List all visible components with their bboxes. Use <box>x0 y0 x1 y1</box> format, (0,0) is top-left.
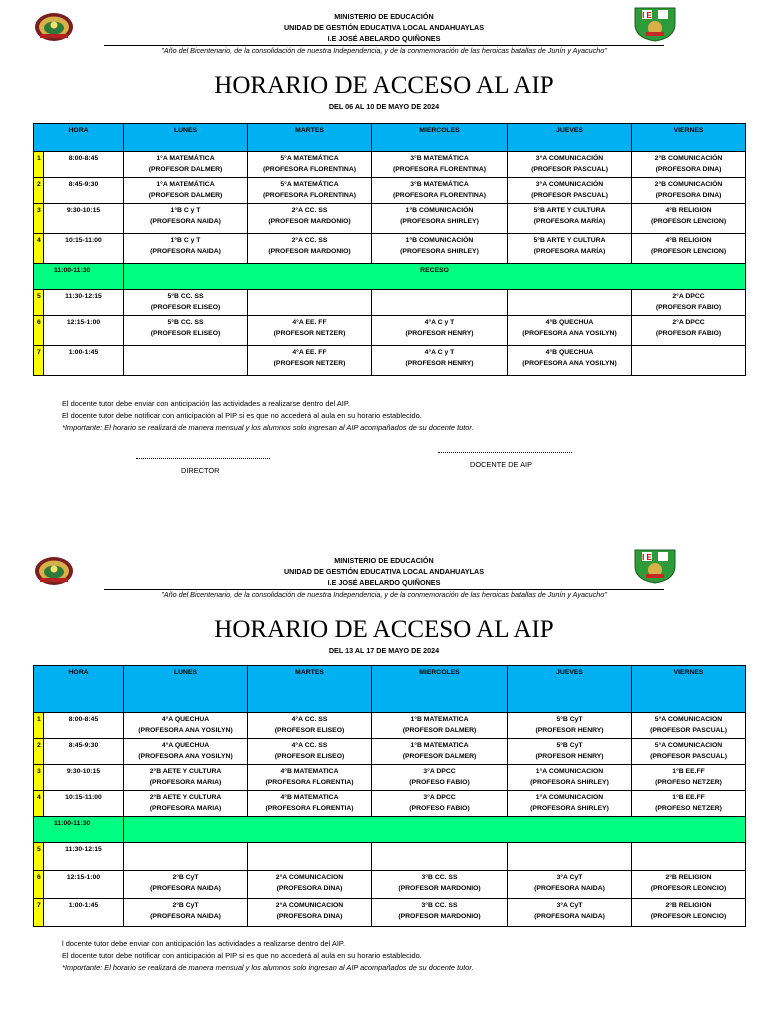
class-cell-viernes <box>632 739 746 765</box>
class-course: 2°B RELIGION <box>665 902 712 909</box>
period-number: 2 <box>34 739 44 765</box>
period-number: 7 <box>34 346 44 376</box>
class-course: 1°B C y T <box>170 237 201 244</box>
class-teacher: (PROFESORA FLORENTIA) <box>265 778 354 786</box>
note-line: El docente tutor debe enviar con anticipación las actividades a realizarse dentro del AIP. <box>62 399 350 408</box>
schedule-row <box>34 739 746 765</box>
class-teacher: (PROFESORA NAIDA) <box>150 247 221 255</box>
director-label: DIRECTOR <box>181 466 220 475</box>
class-course: 1°A MATEMÁTICA <box>156 181 215 188</box>
class-cell-viernes <box>632 791 746 817</box>
class-cell-miercoles <box>372 791 508 817</box>
class-cell-miercoles <box>372 739 508 765</box>
class-cell-lunes <box>124 871 248 899</box>
class-cell-lunes <box>124 316 248 346</box>
school-name-line: I.E JOSÉ ABELARDO QUIÑONES <box>327 34 441 43</box>
school-name-line: I.E JOSÉ ABELARDO QUIÑONES <box>327 578 441 587</box>
badge-letter-i: I E <box>642 553 652 562</box>
col-header-lunes: LUNES <box>124 124 248 152</box>
class-course: 2°B RELIGION <box>665 874 712 881</box>
aip-teacher-label: DOCENTE DE AIP <box>470 460 533 469</box>
class-cell-miercoles <box>372 290 508 316</box>
class-teacher: (PROFESOR MARDONIO) <box>268 217 351 225</box>
class-cell-miercoles <box>372 234 508 264</box>
period-number: 6 <box>34 316 44 346</box>
notes-block <box>62 398 474 434</box>
class-course: 2°B AETE Y CULTURA <box>149 768 222 775</box>
class-course: 5°A MATEMÁTICA <box>280 155 339 162</box>
class-cell-miercoles <box>372 346 508 376</box>
class-course: 5°B CC. SS <box>167 293 204 300</box>
class-teacher: (PROFESORA MARÍA) <box>533 247 606 255</box>
period-time: 11:30-12:15 <box>44 290 124 316</box>
class-cell-jueves <box>508 871 632 899</box>
recess-label: RECESO <box>124 264 746 290</box>
class-cell-martes <box>248 871 372 899</box>
col-header-miercoles: MIERCOLES <box>372 124 508 152</box>
class-cell-jueves <box>508 234 632 264</box>
class-teacher: (PROFESOR ELISEO) <box>274 752 345 760</box>
class-cell-jueves <box>508 765 632 791</box>
class-cell-lunes <box>124 739 248 765</box>
class-course: 3°A CyT <box>556 902 583 909</box>
class-course: 3°A CyT <box>556 874 583 881</box>
class-cell-martes <box>248 899 372 927</box>
period-number: 4 <box>34 234 44 264</box>
class-cell-jueves <box>508 316 632 346</box>
class-teacher: (PROFESORA NAIDA) <box>534 884 605 892</box>
class-teacher: (PROFESORA NAIDA) <box>150 912 221 920</box>
class-cell-lunes <box>124 290 248 316</box>
class-teacher: (PROFESORA FLORENTINA) <box>393 165 487 173</box>
period-time: 10:15-11:00 <box>44 791 124 817</box>
class-teacher: (PROFESOR NETZER) <box>273 359 346 367</box>
class-teacher: (PROFESO FABIO) <box>409 778 470 786</box>
class-course: 2°A COMUNICACION <box>275 902 344 909</box>
period-number: 1 <box>34 152 44 178</box>
note-line: l docente tutor debe enviar con anticipación las actividades a realizarse dentro del AIP. <box>62 939 345 948</box>
class-teacher: (PROFESOR DALMER) <box>402 726 477 734</box>
class-cell-jueves <box>508 290 632 316</box>
schedule-date-range: DEL 13 AL 17 DE MAYO DE 2024 <box>328 646 440 655</box>
class-teacher: (PROFESOR DALMER) <box>402 752 477 760</box>
class-course: 4°A C y T <box>424 319 455 326</box>
class-teacher: (PROFESOR DALMER) <box>148 191 223 199</box>
class-cell-viernes <box>632 152 746 178</box>
class-teacher: (PROFESOR LENCION) <box>650 247 727 255</box>
ministry-line: MINISTERIO DE EDUCACIÓN <box>334 12 434 21</box>
class-cell-miercoles <box>372 316 508 346</box>
class-teacher: (PROFESORA NAIDA) <box>150 884 221 892</box>
recess-label <box>124 817 746 843</box>
class-course: 2°A COMUNICACION <box>275 874 344 881</box>
schedule-row <box>34 843 746 871</box>
class-cell-lunes <box>124 178 248 204</box>
period-number: 4 <box>34 791 44 817</box>
class-course: 4°B QUECHUA <box>545 349 594 356</box>
class-cell-lunes <box>124 899 248 927</box>
class-cell-miercoles <box>372 713 508 739</box>
class-course: 2°A CC. SS <box>291 237 328 244</box>
col-header-jueves: JUEVES <box>508 666 632 713</box>
class-teacher: (PROFESOR MARDONIO) <box>268 247 351 255</box>
class-cell-jueves <box>508 204 632 234</box>
period-number: 5 <box>34 290 44 316</box>
class-cell-miercoles <box>372 152 508 178</box>
class-teacher: (PROFESOR NETZER) <box>273 329 346 337</box>
col-header-martes: MARTES <box>248 666 372 713</box>
period-number: 3 <box>34 204 44 234</box>
period-time: 8:45-9:30 <box>44 739 124 765</box>
aip-teacher-signature-line <box>438 452 572 453</box>
class-course: 4°A C y T <box>424 349 455 356</box>
period-time: 9:30-10:15 <box>44 204 124 234</box>
class-course: 2°A DPCC <box>672 319 705 326</box>
schedule-row <box>34 204 746 234</box>
schedule-title: HORARIO DE ACCESO AL AIP <box>214 72 554 99</box>
class-teacher: (PROFESORA ANA YOSILYN) <box>522 359 617 367</box>
period-number: 5 <box>34 843 44 871</box>
class-teacher: (PROFESOR HENRY) <box>535 752 604 760</box>
class-teacher: (PROFESORA ANA YOSILYN) <box>138 752 233 760</box>
schedule-title: HORARIO DE ACCESO AL AIP <box>214 616 554 643</box>
class-teacher: (PROFESOR HENRY) <box>535 726 604 734</box>
class-course: 1°B C y T <box>170 207 201 214</box>
class-cell-martes <box>248 791 372 817</box>
class-teacher: (PROFESORA ANA YOSILYN) <box>138 726 233 734</box>
col-header-hora: HORA <box>34 666 124 713</box>
class-course: 4°B MATEMATICA <box>280 794 339 801</box>
class-cell-lunes <box>124 791 248 817</box>
class-cell-lunes <box>124 234 248 264</box>
class-course: 4°A EE. FF <box>292 349 327 356</box>
schedule-row <box>34 765 746 791</box>
col-header-martes: MARTES <box>248 124 372 152</box>
class-cell-viernes <box>632 204 746 234</box>
col-header-viernes: VIERNES <box>632 666 746 713</box>
class-teacher: (PROFESORA MARIA) <box>149 804 222 812</box>
class-course: 4°B RELIGION <box>665 207 712 214</box>
col-header-miercoles: MIERCOLES <box>372 666 508 713</box>
class-course: 3°A DPCC <box>423 794 456 801</box>
notes-block <box>62 938 474 974</box>
class-teacher: (PROFESORA DINA) <box>276 912 343 920</box>
class-teacher: (PROFESOR HENRY) <box>405 329 474 337</box>
class-course: 2°B CyT <box>172 874 199 881</box>
table-body <box>34 713 746 927</box>
class-cell-jueves <box>508 152 632 178</box>
class-course: 2°B COMUNICACIÓN <box>654 155 723 162</box>
class-course: 3°B CC. SS <box>421 902 458 909</box>
class-teacher: (PROFESO NETZER) <box>655 778 722 786</box>
class-cell-jueves <box>508 791 632 817</box>
note-line: El docente tutor debe notificar con anticipación al PIP si es que no accederá al aula en su horario establecido. <box>62 951 422 960</box>
class-course: 2°B CyT <box>172 902 199 909</box>
class-teacher: (PROFESORA MARIA) <box>149 778 222 786</box>
class-course: 1°B MATEMATICA <box>410 742 469 749</box>
class-course: 3°B MATEMÁTICA <box>410 155 469 162</box>
schedule-table <box>33 123 746 376</box>
recess-time: 11:00-11:30 <box>34 817 124 843</box>
class-cell-lunes <box>124 152 248 178</box>
col-header-viernes: VIERNES <box>632 124 746 152</box>
class-cell-viernes <box>632 843 746 871</box>
schedule-row <box>34 791 746 817</box>
class-cell-lunes <box>124 204 248 234</box>
class-cell-miercoles <box>372 765 508 791</box>
class-course: 5°B ARTE Y CULTURA <box>533 237 606 244</box>
period-time: 1:00-1:45 <box>44 346 124 376</box>
class-teacher: (PROFESOR LEONCIO) <box>650 884 727 892</box>
class-teacher: (PROFESORA MARÍA) <box>533 217 606 225</box>
class-cell-miercoles <box>372 899 508 927</box>
class-cell-martes <box>248 152 372 178</box>
class-course: 5°A COMUNICACION <box>654 742 723 749</box>
class-cell-viernes <box>632 346 746 376</box>
schedule-row <box>34 899 746 927</box>
class-teacher: (PROFESOR PASCUAL) <box>531 191 608 199</box>
class-cell-miercoles <box>372 178 508 204</box>
note-line: El docente tutor debe notificar con anticipación al PIP si es que no accederá al aula en su horario establecido. <box>62 411 422 420</box>
class-course: 1°B MATEMATICA <box>410 716 469 723</box>
class-teacher: (PROFESORA DINA) <box>276 884 343 892</box>
class-teacher: (PROFESOR PASCUAL) <box>650 752 727 760</box>
class-course: 3°B MATEMÁTICA <box>410 181 469 188</box>
badge-letter-i: I E <box>642 11 652 20</box>
class-teacher: (PROFESOR FABIO) <box>655 303 722 311</box>
recess-time: 11:00-11:30 <box>34 264 124 290</box>
class-course: 4°A CC. SS <box>291 716 328 723</box>
class-teacher: (PROFESORA SHIRLEY) <box>400 217 479 225</box>
col-header-hora: HORA <box>34 124 124 152</box>
period-time: 12:15-1:00 <box>44 316 124 346</box>
class-teacher: (PROFESORA SHIRLEY) <box>400 247 479 255</box>
class-teacher: (PROFESORA ANA YOSILYN) <box>522 329 617 337</box>
period-time: 8:00-8:45 <box>44 152 124 178</box>
class-course: 2°A DPCC <box>672 293 705 300</box>
schedule-row <box>34 152 746 178</box>
class-course: 1°A MATEMÁTICA <box>156 155 215 162</box>
period-number: 7 <box>34 899 44 927</box>
class-cell-lunes <box>124 713 248 739</box>
schedule-row <box>34 871 746 899</box>
class-course: 2°B COMUNICACIÓN <box>654 181 723 188</box>
class-course: 5°A MATEMÁTICA <box>280 181 339 188</box>
class-cell-viernes <box>632 765 746 791</box>
class-teacher: (PROFESORA FLORENTINA) <box>393 191 487 199</box>
recess-row <box>34 264 746 290</box>
class-course: 4°B RELIGION <box>665 237 712 244</box>
class-cell-martes <box>248 713 372 739</box>
class-teacher: (PROFESOR ELISEO) <box>150 329 221 337</box>
class-teacher: (PROFESOR HENRY) <box>405 359 474 367</box>
class-course: 1°B EE.FF <box>672 768 705 775</box>
class-cell-martes <box>248 290 372 316</box>
recess-row <box>34 817 746 843</box>
schedule-date-range: DEL 06 AL 10 DE MAYO DE 2024 <box>328 102 440 111</box>
class-teacher: (PROFESO FABIO) <box>409 804 470 812</box>
director-signature-line <box>136 458 270 459</box>
class-course: 2°B AETE Y CULTURA <box>149 794 222 801</box>
class-course: 5°B CyT <box>556 716 583 723</box>
class-course: 1°A COMUNICACION <box>535 794 604 801</box>
class-course: 2°A CC. SS <box>291 207 328 214</box>
class-cell-martes <box>248 346 372 376</box>
period-time: 1:00-1:45 <box>44 899 124 927</box>
class-teacher: (PROFESOR ELISEO) <box>150 303 221 311</box>
ugel-line: UNIDAD DE GESTIÓN EDUCATIVA LOCAL ANDAHUAYLAS <box>283 567 485 576</box>
ugel-line: UNIDAD DE GESTIÓN EDUCATIVA LOCAL ANDAHUAYLAS <box>283 23 485 32</box>
class-teacher: (PROFESOR LENCION) <box>650 217 727 225</box>
class-cell-jueves <box>508 713 632 739</box>
period-number: 6 <box>34 871 44 899</box>
class-teacher: (PROFESORA FLORENTINA) <box>263 165 357 173</box>
class-cell-martes <box>248 765 372 791</box>
class-cell-lunes <box>124 843 248 871</box>
important-note: *Importante: El horario se realizará de manera mensual y los alumnos solo ingresan al AIP acompañados de su docente tutor. <box>62 963 474 972</box>
ministry-line: MINISTERIO DE EDUCACIÓN <box>334 556 434 565</box>
schedule-row <box>34 178 746 204</box>
class-teacher: (PROFESORA FLORENTINA) <box>263 191 357 199</box>
class-course: 4°A QUECHUA <box>161 742 210 749</box>
schedule-row <box>34 713 746 739</box>
class-course: 3°A COMUNICACIÓN <box>535 181 604 188</box>
period-time: 10:15-11:00 <box>44 234 124 264</box>
period-number: 2 <box>34 178 44 204</box>
class-cell-miercoles <box>372 204 508 234</box>
class-course: 3°A DPCC <box>423 768 456 775</box>
period-time: 11:30-12:15 <box>44 843 124 871</box>
class-cell-martes <box>248 843 372 871</box>
class-teacher: (PROFESOR FABIO) <box>655 329 722 337</box>
class-course: 1°B COMUNICACIÓN <box>405 237 474 244</box>
class-teacher: (PROFESO NETZER) <box>655 804 722 812</box>
class-cell-lunes <box>124 346 248 376</box>
class-teacher: (PROFESORA SHIRLEY) <box>530 804 609 812</box>
class-cell-viernes <box>632 871 746 899</box>
class-cell-miercoles <box>372 871 508 899</box>
class-teacher: (PROFESORA DINA) <box>655 191 722 199</box>
class-cell-martes <box>248 739 372 765</box>
class-course: 4°A QUECHUA <box>161 716 210 723</box>
class-cell-martes <box>248 178 372 204</box>
schedule-row <box>34 234 746 264</box>
schedule-row <box>34 290 746 316</box>
schedule-row <box>34 346 746 376</box>
class-teacher: (PROFESOR ELISEO) <box>274 726 345 734</box>
period-number: 3 <box>34 765 44 791</box>
year-motto: "Año del Bicentenario, de la consolidación de nuestra Independencia, y de la conmemoración de las heroicas batallas de Junín y Ayacucho" <box>161 46 607 55</box>
class-cell-viernes <box>632 290 746 316</box>
class-course: 4°A CC. SS <box>291 742 328 749</box>
col-header-jueves: JUEVES <box>508 124 632 152</box>
table-body <box>34 152 746 376</box>
class-course: 1°B EE.FF <box>672 794 705 801</box>
year-motto: "Año del Bicentenario, de la consolidación de nuestra Independencia, y de la conmemoración de las heroicas batallas de Junín y Ayacucho" <box>161 590 607 599</box>
period-time: 8:00-8:45 <box>44 713 124 739</box>
class-course: 5°A COMUNICACION <box>654 716 723 723</box>
class-teacher: (PROFESORA NAIDA) <box>534 912 605 920</box>
class-cell-jueves <box>508 346 632 376</box>
schedule-table <box>33 665 746 927</box>
class-teacher: (PROFESORA DINA) <box>655 165 722 173</box>
class-cell-viernes <box>632 178 746 204</box>
class-cell-jueves <box>508 739 632 765</box>
class-teacher: (PROFESORA NAIDA) <box>150 217 221 225</box>
class-course: 5°B CC. SS <box>167 319 204 326</box>
class-teacher: (PROFESOR DALMER) <box>148 165 223 173</box>
class-cell-lunes <box>124 765 248 791</box>
class-cell-martes <box>248 234 372 264</box>
class-course: 1°A COMUNICACION <box>535 768 604 775</box>
class-teacher: (PROFESORA SHIRLEY) <box>530 778 609 786</box>
class-course: 5°B CyT <box>556 742 583 749</box>
col-header-lunes: LUNES <box>124 666 248 713</box>
class-teacher: (PROFESOR MARDONIO) <box>398 884 481 892</box>
class-cell-martes <box>248 204 372 234</box>
class-teacher: (PROFESOR MARDONIO) <box>398 912 481 920</box>
class-course: 3°A COMUNICACIÓN <box>535 155 604 162</box>
schedule-row <box>34 316 746 346</box>
class-teacher: (PROFESOR PASCUAL) <box>531 165 608 173</box>
class-course: 4°B MATEMATICA <box>280 768 339 775</box>
class-cell-martes <box>248 316 372 346</box>
class-course: 1°B COMUNICACIÓN <box>405 207 474 214</box>
class-course: 5°B ARTE Y CULTURA <box>533 207 606 214</box>
class-cell-viernes <box>632 316 746 346</box>
period-number: 1 <box>34 713 44 739</box>
class-cell-jueves <box>508 899 632 927</box>
important-note: *Importante: El horario se realizará de manera mensual y los alumnos solo ingresan al AIP acompañados de su docente tutor. <box>62 423 474 432</box>
class-teacher: (PROFESOR PASCUAL) <box>650 726 727 734</box>
class-teacher: (PROFESORA FLORENTIA) <box>265 804 354 812</box>
class-cell-viernes <box>632 899 746 927</box>
class-cell-jueves <box>508 178 632 204</box>
period-time: 12:15-1:00 <box>44 871 124 899</box>
class-cell-viernes <box>632 234 746 264</box>
class-course: 4°A EE. FF <box>292 319 327 326</box>
class-cell-jueves <box>508 843 632 871</box>
class-teacher: (PROFESOR LEONCIO) <box>650 912 727 920</box>
class-course: 3°B CC. SS <box>421 874 458 881</box>
class-cell-viernes <box>632 713 746 739</box>
class-cell-miercoles <box>372 843 508 871</box>
period-time: 9:30-10:15 <box>44 765 124 791</box>
class-course: 4°B QUECHUA <box>545 319 594 326</box>
period-time: 8:45-9:30 <box>44 178 124 204</box>
